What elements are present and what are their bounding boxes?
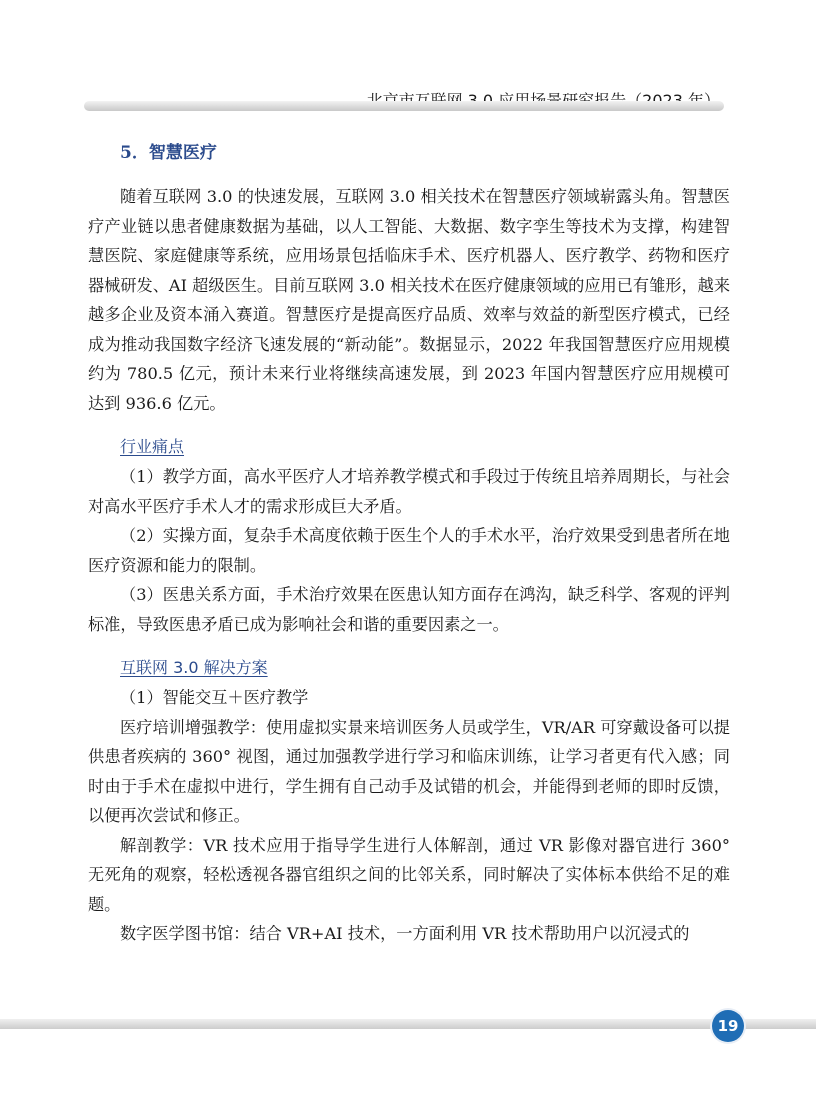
pain-point-item-2: （2）实操方面，复杂手术高度依赖于医生个人的手术水平，治疗效果受到患者所在地医疗资源和能力的限制。: [88, 526, 730, 575]
page-number-badge: 19: [712, 1010, 744, 1042]
solutions-heading: 互联网 3.0 解决方案: [120, 658, 268, 677]
pain-points-heading: 行业痛点: [120, 437, 185, 456]
solution-paragraph-training: 医疗培训增强教学：使用虚拟实景来培训医务人员或学生，VR/AR 可穿戴设备可以提供患者疾病的 360° 视图，通过加强教学进行学习和临床训练，让学习者更有代入感；同时由于手术在虚拟中进行，学生拥有自己动手及试错的机会，并能得到老师的即时反馈，以便再次尝试和修正。: [88, 717, 730, 825]
intro-paragraph: 随着互联网 3.0 的快速发展，互联网 3.0 相关技术在智慧医疗领域崭露头角。智慧医疗产业链以患者健康数据为基础，以人工智能、大数据、数字孪生等技术为支撑，构建智慧医院、家庭健康等系统，应用场景包括临床手术、医疗机器人、医疗教学、药物和医疗器械研发、AI 超级医生。目前互联网 3.0 相关技术在医疗健康领域的应用已有雏形，越来越多企业及资本涌入赛道。智慧医疗是提高医疗品质、效率与效益的新型医疗模式，已经成为推动我国数字经济飞速发展的“新动能”。数据显示，2022 年我国智慧医疗应用规模约为 780.5 亿元，预计未来行业将继续高速发展，到 2023 年国内智慧医疗应用规模可达到 936.6 亿元。: [88, 187, 731, 413]
pain-point-item-3: （3）医患关系方面，手术治疗效果在医患认知方面存在鸿沟，缺乏科学、客观的评判标准，导致医患矛盾已成为影响社会和谐的重要因素之一。: [88, 585, 730, 634]
section-heading: 5．智慧医疗: [120, 143, 217, 163]
solution-paragraph-library: 数字医学图书馆：结合 VR+AI 技术，一方面利用 VR 技术帮助用户以沉浸式的: [120, 924, 690, 943]
header-divider-bar: [84, 101, 724, 111]
solution-paragraph-anatomy: 解剖教学：VR 技术应用于指导学生进行人体解剖，通过 VR 影像对器官进行 360° 无死角的观察，轻松透视各器官组织之间的比邻关系，同时解决了实体标本供给不足的难题。: [88, 835, 730, 914]
page-content: [88, 138, 730, 949]
footer-divider-bar: [0, 1019, 816, 1029]
solution-item-heading: （1）智能交互＋医疗教学: [120, 688, 309, 707]
pain-point-item-1: （1）教学方面，高水平医疗人才培养教学模式和手段过于传统且培养周期长，与社会对高水平医疗手术人才的需求形成巨大矛盾。: [88, 467, 730, 516]
